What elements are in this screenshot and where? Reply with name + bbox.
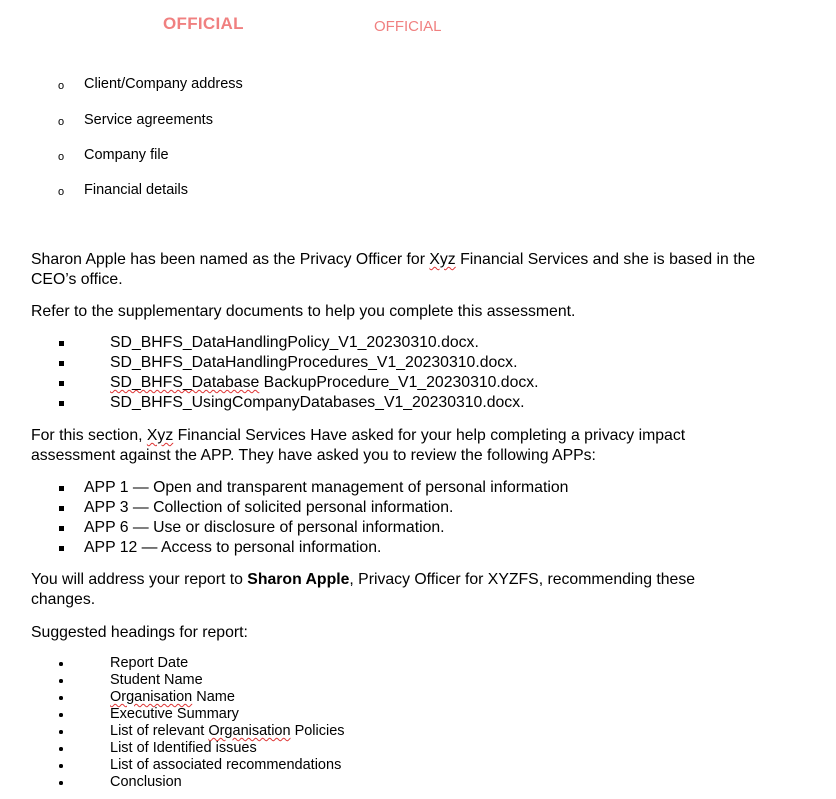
heading-item: [110, 723, 345, 740]
list-item: Company file: [84, 147, 169, 163]
app-item: APP 3 — Collection of solicited personal information.: [84, 499, 454, 516]
app-item: APP 6 — Use or disclosure of personal information.: [84, 519, 445, 536]
circle-bullet-icon: o: [58, 80, 65, 92]
circle-bullet-icon: o: [58, 186, 65, 198]
text: Policies: [290, 723, 345, 739]
heading-item: List of associated recommendations: [110, 757, 342, 773]
bullet-dot-icon: [59, 764, 63, 768]
circle-bullet-icon: o: [58, 116, 65, 128]
paragraph-privacy-officer: [31, 250, 755, 270]
official-marking-left: OFFICIAL: [163, 14, 244, 33]
bullet-dot-icon: [59, 781, 63, 785]
paragraph-section-intro-line2: assessment against the APP. They have asked you to review the following APPs:: [31, 447, 596, 464]
heading-item: Student Name: [110, 672, 203, 688]
document-item: SD_BHFS_DataHandlingProcedures_V1_20230310.docx.: [110, 354, 518, 371]
heading-item: List of Identified issues: [110, 740, 257, 756]
app-item: APP 1 — Open and transparent management of personal information: [84, 479, 569, 496]
bullet-dot-icon: [59, 696, 63, 700]
square-bullet-icon: [59, 506, 64, 511]
document-item: SD_BHFS_DataHandlingPolicy_V1_20230310.docx.: [110, 334, 479, 351]
text: Financial Services Have asked for your help completing a privacy impact: [173, 427, 686, 444]
square-bullet-icon: [59, 546, 64, 551]
paragraph-suggested-headings: Suggested headings for report:: [31, 624, 248, 641]
square-bullet-icon: [59, 526, 64, 531]
bullet-dot-icon: [59, 662, 63, 666]
square-bullet-icon: [59, 361, 64, 366]
spellcheck-word: SD_BHFS_Database: [110, 374, 260, 391]
document-item: SD_BHFS_UsingCompanyDatabases_V1_20230310.docx.: [110, 394, 525, 411]
text: Financial Services and she is based in the: [455, 251, 756, 268]
document-item: [110, 373, 539, 393]
text: For this section,: [31, 427, 147, 444]
spellcheck-word: Organisation: [110, 689, 193, 705]
text: You will address your report to: [31, 571, 248, 588]
bullet-dot-icon: [59, 730, 63, 734]
heading-item: Report Date: [110, 655, 189, 671]
square-bullet-icon: [59, 486, 64, 491]
spellcheck-word: Xyz: [146, 427, 174, 444]
paragraph-address-report: [31, 570, 695, 590]
list-item: Financial details: [84, 182, 188, 198]
text: List of relevant: [110, 723, 209, 739]
circle-bullet-icon: o: [58, 151, 65, 163]
text: BackupProcedure_V1_20230310.docx.: [259, 374, 539, 391]
text: Name: [192, 689, 235, 705]
bullet-dot-icon: [59, 747, 63, 751]
official-marking-right: OFFICIAL: [374, 18, 442, 35]
app-item: APP 12 — Access to personal information.: [84, 539, 382, 556]
bullet-dot-icon: [59, 713, 63, 717]
paragraph-refer-docs: Refer to the supplementary documents to help you complete this assessment.: [31, 303, 576, 320]
paragraph-address-report-line2: changes.: [31, 591, 96, 608]
paragraph-privacy-officer-line2: CEO’s office.: [31, 271, 123, 288]
list-item: Service agreements: [84, 112, 213, 128]
square-bullet-icon: [59, 381, 64, 386]
text: Sharon Apple has been named as the Privacy Officer for: [31, 251, 430, 268]
heading-item: Conclusion: [110, 774, 182, 790]
heading-item: Executive Summary: [110, 706, 239, 722]
list-item: Client/Company address: [84, 76, 243, 92]
paragraph-section-intro: [31, 426, 685, 446]
square-bullet-icon: [59, 341, 64, 346]
spellcheck-word: Organisation: [208, 723, 291, 739]
heading-item: [110, 689, 235, 706]
bullet-dot-icon: [59, 679, 63, 683]
text: , Privacy Officer for XYZFS, recommending these: [349, 571, 696, 588]
recipient-name: Sharon Apple: [247, 571, 350, 588]
square-bullet-icon: [59, 401, 64, 406]
spellcheck-word: Xyz: [429, 251, 456, 268]
